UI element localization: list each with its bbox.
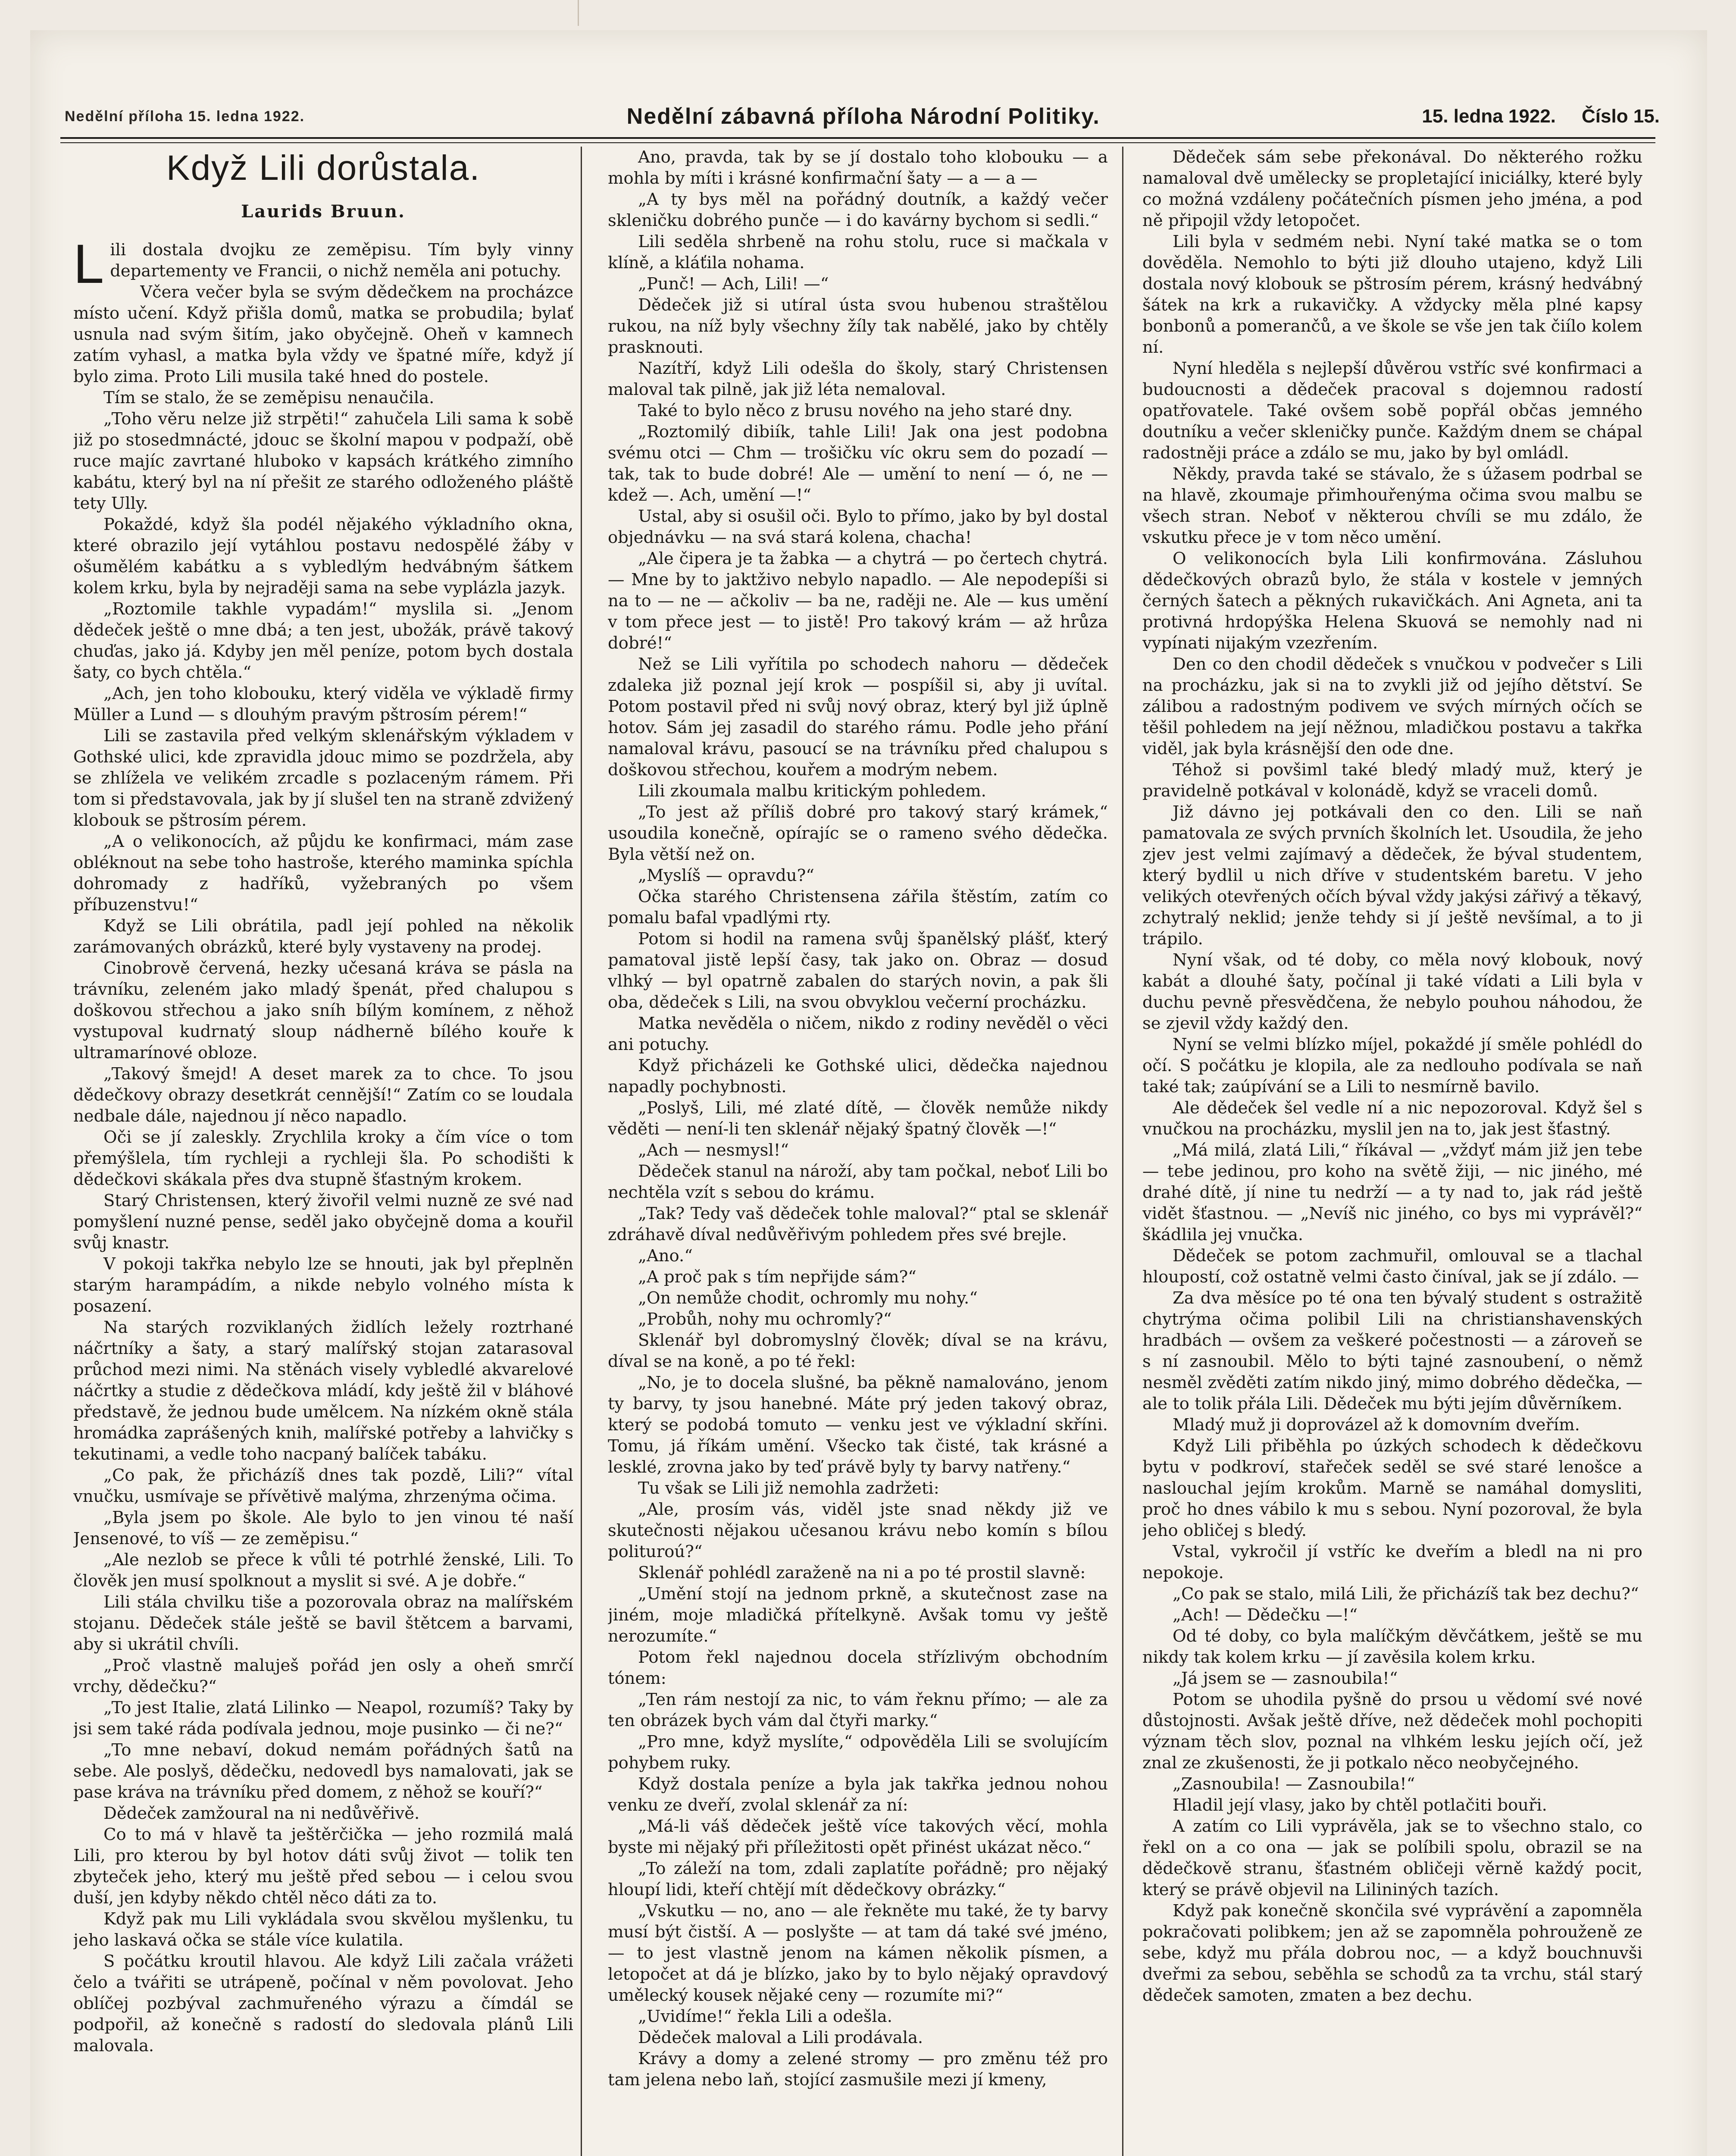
paragraph: Co to má v hlavě ta ještěrčička — jeho rozmilá malá Lili, pro kterou by byl hotov dáti svůj život — tolik ten zbyteček jeho, který mu ještě před sebou — i celou svou duší, jen kdyby někdo chtěl něco dáti za to.: [73, 1825, 573, 1908]
paragraph: „Má milá, zlatá Lili,“ říkával — „vždyť mám již jen tebe — tebe jedinou, pro koho na světě žiji, — nic jiného, mé drahé dítě, jí nine tu nedrží — a ty nad to, jak rád ještě vidět šťastnou. — „Nevíš nic jiného, co bys mi vyprávěl?“ škádlila jej vnučka.: [1142, 1141, 1642, 1244]
paragraph: Někdy, pravda také se stávalo, že s úžasem podrbal se na hlavě, zkoumaje přimhouřenýma očima svou malbu se všech stran. Neboť v některou chvíli se mu zdálo, že vskutku přece je v tom něco umění.: [1142, 464, 1642, 547]
paragraph: „Vskutku — no, ano — ale řekněte mu také, že ty barvy musí být čistší. A — poslyšte — at tam dá také své jméno, — to jest vlastně jenom na kámen několik písmen, a letopočet at dá je blízko, jako by to bylo nějaký opravdový umělecký kousek nějaké ceny — rozumíte mi?“: [608, 1901, 1108, 2005]
supplement-title: Nedělní zábavná příloha Národní Politiky.: [626, 104, 1100, 129]
paragraph: „Má-li váš dědeček ještě více takových věcí, mohla byste mi nějaký při příležitosti opět přinést ukázat něco.“: [608, 1817, 1108, 1857]
paragraph: Včera večer byla se svým dědečkem na procházce místo učení. Když přišla domů, matka se probudila; bylať usnula nad svým šitím, jako obyčejně. Oheň v kamnech zatím vyhasl, a matka byla vždy ve špatné míře, když jí bylo zima. Proto Lili musila také hned do postele.: [73, 282, 573, 386]
paragraph: „Uvidíme!“ řekla Lili a odešla.: [638, 2007, 892, 2026]
paragraph: Nazítří, když Lili odešla do školy, starý Christensen maloval tak pilně, jak již léta nemaloval.: [608, 359, 1108, 399]
paragraph: Dědeček maloval a Lili prodávala.: [638, 2028, 923, 2047]
paragraph: „To mne nebaví, dokud nemám pořádných šatů na sebe. Ale poslyš, dědečku, nedovedl bys namalovati, jak se pase kráva na trávníku před domem, z něhož se kouří?“: [73, 1740, 573, 1802]
paragraph: Když pak mu Lili vykládala svou skvělou myšlenku, tu jeho laskavá očka se stále více kulatila.: [73, 1909, 573, 1950]
paragraph: „A o velikonocích, až půjdu ke konfirmaci, mám zase obléknout na sebe toho hastroše, kterého maminka spíchla dohromady z hadříků, vyžebraných po všem příbuzenstvu!“: [73, 832, 573, 915]
paragraph: Dědeček se potom zachmuřil, omlouval se a tlachal hloupostí, což ostatně velmi často činíval, jak se jí zdálo. —: [1142, 1246, 1642, 1287]
paragraph: „No, je to docela slušné, ba pěkně namalováno, jenom ty barvy, ty jsou hanebné. Máte prý jeden takový obraz, který se podobá tomuto — venku jest ve výkladní skříni. Tomu, já říkám umění. Všecko tak čisté, tak krásné a lesklé, zrovna jako by teď právě byly ty barvy natřeny.“: [608, 1373, 1108, 1477]
paragraph: Tu však se Lili již nemohla zadržeti:: [638, 1479, 939, 1498]
header-left: Nedělní příloha 15. ledna 1922.: [65, 108, 305, 125]
paragraph: Matka nevěděla o ničem, nikdo z rodiny nevěděl o věci ani potuchy.: [608, 1014, 1108, 1054]
paragraph: „Co pak se stalo, milá Lili, že přicházíš tak bez dechu?“: [1173, 1584, 1639, 1604]
paragraph: Také to bylo něco z brusu nového na jeho staré dny.: [638, 401, 1073, 420]
paragraph: „Tak? Tedy vaš dědeček tohle maloval?“ ptal se sklenář zdráhavě díval nedůvěřivým pohledem přes své brejle.: [608, 1204, 1108, 1244]
paragraph: Ano, pravda, tak by se jí dostalo toho klobouku — a mohla by míti i krásné konfirmační šaty — a — a —: [608, 147, 1108, 188]
paragraph: „Roztomilý dibiík, tahle Lili! Jak ona jest podobna svému otci — Chm — trošičku víc okru sem do pozadí — tak, tak to bude dobré! Ale — umění to není — ó, ne — kdež —. Ach, umění —!“: [608, 422, 1108, 505]
paragraph: „On nemůže chodit, ochromly mu nohy.“: [638, 1288, 978, 1308]
article-author: Laurids Bruun.: [241, 201, 406, 222]
paragraph: „Probůh, nohy mu ochromly?“: [638, 1310, 892, 1329]
paragraph: Nyní hleděla s nejlepší důvěrou vstříc své konfirmaci a budoucnosti a dědeček pracoval s dojemnou radostí opatřovatele. Také ovšem sobě popřál občas jemného doutníku a večer skleničky punče. Každým dnem se chápal radostněji práce a zdálo se mu, jako by byl omládl.: [1142, 359, 1642, 463]
paragraph: „A ty bys měl na pořádný doutník, a každý večer skleničku dobrého punče — i do kavárny bychom si sedli.“: [608, 190, 1108, 230]
paragraph: „Ten rám nestojí za nic, to vám řeknu přímo; — ale za ten obrázek bych vám dal čtyři marky.“: [608, 1690, 1108, 1730]
paragraph: Oči se jí zaleskly. Zrychlila kroky a čím více o tom přemýšlela, tím rychleji a rychleji šla. Po schodišti k dědečkovi skákala přes dva stupně šťastným krokem.: [73, 1128, 573, 1189]
paragraph: „Ale čipera je ta žabka — a chytrá — po čertech chytrá. — Mne by to jaktživo nebylo napadlo. — Ale nepodepíši si na to — ne — ačkoliv — ba ne, raději ne. Ale — kus umění v tom přece jest — to jistě! Pro takový krám — až hrůza dobré!“: [608, 549, 1108, 653]
paragraph: „To jest Italie, zlatá Lilinko — Neapol, rozumíš? Taky by jsi sem také ráda podívala jednou, moje pusinko — či ne?“: [73, 1698, 573, 1739]
paragraph: Lili seděla shrbeně na rohu stolu, ruce si mačkala v klíně, a kláťila nohama.: [608, 232, 1108, 273]
paragraph: Od té doby, co byla malíčkým děvčátkem, ještě se mu nikdy tak kolem krku — jí zavěsila kolem krku.: [1142, 1626, 1642, 1667]
paragraph: Hladil její vlasy, jako by chtěl potlačiti bouři.: [1173, 1796, 1547, 1815]
paragraph: Když se Lili obrátila, padl její pohled na několik zarámovaných obrázků, které byly vystaveny na prodej.: [73, 916, 573, 957]
paragraph: „Co pak, že přicházíš dnes tak pozdě, Lili?“ vítal vnučku, usmívaje se přívětivě malýma, zhrzenýma očima.: [73, 1466, 573, 1506]
paragraph: „Já jsem se — zasnoubila!“: [1173, 1669, 1398, 1688]
paragraph: „Roztomile takhle vypadám!“ myslila si. „Jenom dědeček ještě o mne dbá; a ten jest, ubožák, právě takový chuďas, jako já. Kdyby jen měl peníze, potom bych dostala šaty, co bych chtěla.“: [73, 599, 573, 682]
paragraph: Cinobrově červená, hezky učesaná kráva se pásla na trávníku, zeleném jako mladý špenát, před chalupou s doškovou střechou a jako sníh bílým komínem, z něhož vystupoval kudrnatý sloup nádherně bílého kouře k ultramarínové obloze.: [73, 959, 573, 1062]
paragraph: „Zasnoubila! — Zasnoubila!“: [1173, 1774, 1415, 1794]
paragraph: Na starých rozviklaných židlích ležely roztrhané náčrtníky a šaty, a starý malířský stojan zatarasoval průchod mezi nimi. Na stěnách visely vybledlé akvarelové náčrtky a studie z dědečkova mládí, kdy ještě žil v bláhové představě, že jednou bude umělcem. Na nízkém okně stála hromádka zaprášených knih, malířské potřeby a lahvičky s tekutinami, a vedle toho nacpaný balíček tabáku.: [73, 1318, 573, 1464]
paragraph: Nyní se velmi blízko míjel, pokaždé jí směle pohlédl do očí. S počátku je klopila, ale za nedlouho podívala se naň také tak; zaúpívání se a Lili to nesmírně bavilo.: [1142, 1035, 1642, 1097]
paragraph: „Poslyš, Lili, mé zlaté dítě, — člověk nemůže nikdy věděti — není-li ten sklenář nějaký špatný člověk —!“: [608, 1098, 1108, 1139]
paragraph: Dědeček sám sebe překonával. Do některého rožku namaloval dvě umělecky se propletající iniciálky, které byly co možná vzdáleny počátečních písmen jeho jména, a pod ně připojil vždy letopočet.: [1142, 147, 1642, 230]
paragraph: „Ach, jen toho klobouku, který viděla ve výkladě firmy Müller a Lund — s dlouhým pravým pštrosím pérem!“: [73, 684, 573, 724]
paragraph: Lili dostala dvojku ze zeměpisu. Tím byly vinny departementy ve Francii, o nichž neměla ani potuchy.: [73, 233, 573, 295]
paragraph: Nyní však, od té doby, co měla nový klobouk, nový kabát a dlouhé šaty, počínal ji také vídati a Lili byla v duchu pevně přesvědčena, že nebylo pouhou náhodou, že se zjevil vždy každý den.: [1142, 950, 1642, 1033]
paragraph: Vstal, vykročil jí vstříc ke dveřím a bledl na ni pro nepokoje.: [1142, 1542, 1642, 1583]
article-columns: [73, 147, 1642, 2156]
paragraph: Sklenář byl dobromyslný člověk; díval se na krávu, díval se na koně, a po té řekl:: [608, 1331, 1108, 1371]
paragraph: Lili se zastavila před velkým sklenářským výkladem v Gothské ulici, kde zpravidla jdouc mimo se pozdržela, aby se zhlížela ve velikém zrcadle s pozlaceným rámem. Při tom si představovala, jak by jí slušel ten na straně zdvižený klobouk se pštrosím pérem.: [73, 726, 573, 830]
paragraph: Potom řekl najednou docela střízlivým obchodním tónem:: [608, 1648, 1108, 1688]
paragraph: V pokoji takřka nebylo lze se hnouti, jak byl přeplněn starým harampádím, a nikde nebylo volného místa k posazení.: [73, 1254, 573, 1316]
paragraph: Lili stála chvilku tiše a pozorovala obraz na malířském stojanu. Dědeček stále ještě se bavil štětcem a barvami, aby si ukrátil chvíli.: [73, 1592, 573, 1654]
issue-number: Číslo 15.: [1582, 106, 1660, 127]
paragraph: „Ale, prosím vás, viděl jste snad někdy již ve skutečnosti nějakou učesanou krávu nebo komín s bílou polituroú?“: [608, 1500, 1108, 1561]
article-title: Když Lili dorůstala.: [166, 148, 481, 188]
paragraph: Lili zkoumala malbu kritickým pohledem.: [638, 781, 986, 801]
paragraph: Téhož si povšiml také bledý mladý muž, který je pravidelně potkával v kolonádě, když se vraceli domů.: [1142, 760, 1642, 801]
paragraph: „Myslíš — opravdu?“: [638, 866, 814, 885]
paragraph: „Byla jsem po škole. Ale bylo to jen vinou té naší Jensenové, to víš — ze zeměpisu.“: [73, 1508, 573, 1548]
paragraph: Potom se uhodila pyšně do prsou u vědomí své nové důstojnosti. Avšak ještě dříve, než dědeček mohl pochopiti význam těch slov, poznal na vlhkém lesku jejích očí, jež znal ze zkušenosti, že ji potkalo něco neobyčejného.: [1142, 1690, 1642, 1773]
paragraph: „Takový šmejd! A deset marek za to chce. To jsou dědečkovy obrazy desetkrát cennější!“ Zatím co se loudala nedbale dále, najednou jí něco napadlo.: [73, 1064, 573, 1126]
paragraph: „Ach! — Dědečku —!“: [1173, 1605, 1358, 1625]
paragraph: „Ach — nesmysl!“: [638, 1141, 789, 1160]
paragraph: „Proč vlastně maluješ pořád jen osly a oheň smrčí vrchy, dědečku?“: [73, 1656, 573, 1696]
paragraph: „Ale nezlob se přece k vůli té potrhlé ženské, Lili. To člověk jen musí spolknout a myslit si své. A je dobře.“: [73, 1550, 573, 1591]
paragraph: Když Lili přiběhla po úzkých schodech k dědečkovu bytu v podkroví, stařeček seděl se své staré lenošce a naslouchal jejím krokům. Marně se namáhal domysliti, proč ho dnes vábilo k mu s sebou. Nyní pozoroval, že byla jeho obličej s bledý.: [1142, 1436, 1642, 1540]
paragraph: „Umění stojí na jednom prkně, a skutečnost zase na jiném, moje mladičká přítelkyně. Avšak tomu vy ještě nerozumíte.“: [608, 1584, 1108, 1646]
paragraph: Když přicházeli ke Gothské ulici, dědečka najednou napadly pochybnosti.: [608, 1056, 1108, 1097]
header-rule: [60, 137, 1655, 143]
paragraph: Za dva měsíce po té ona ten bývalý student s ostražitě chytrýma očima polibil Lili na christianshavenských hradbách — ovšem za veškeré počestnosti — a zároveň se s ní zasnoubil. Mělo to býti tajné zasnoubení, o němž nesměl zvěděti zatím nikdo jiný, mimo dobrého dědečka, — ale to tolik přála Lili. Dědeček mu býti jejím důvěrníkem.: [1142, 1288, 1642, 1413]
column-1: [73, 147, 573, 2156]
paragraph: Když pak konečně skončila své vyprávění a zapomněla pokračovati polibkem; jen až se zapomněla pohrouženě ze sebe, když mu přála dobrou noc, — a když bouchnuvši dveřmi za sebou, seběhla se schodů za ta vrchu, stál starý dědeček samoten, zmaten a bez dechu.: [1142, 1901, 1642, 2005]
paragraph: Pokaždé, když šla podél nějakého výkladního okna, které obrazilo její vytáhlou postavu nedospělé žáby v ošumělém kabátku a s vybledlým hedvábným šátkem kolem krku, byla by nejraději sama na sebe vyplázla jazyk.: [73, 515, 573, 598]
paragraph: Již dávno jej potkávali den co den. Lili se naň pamatovala ze svých prvních školních let. Usoudila, že jeho zjev jest velmi zajímavý a dědeček, že býval studentem, který bydlil u nich dříve v studentském baretu. V jeho velikých otevřených očích býval vždy jakýsi zářivý a těkavý, zchytralý neklid; jenže tehdy si jí ještě nevšímal, a to ji trápilo.: [1142, 802, 1642, 949]
paragraph: „Toho věru nelze již strpěti!“ zahučela Lili sama k sobě již po stosedmnácté, jdouc se školní mapou v podpaží, obě ruce majíc zavrtané hluboko v kapsách krátkého zimního kabátu, který byl na ní přešit ze starého odloženého pláště tety Ully.: [73, 409, 573, 513]
paragraph: Potom si hodil na ramena svůj španělský plášť, který pamatoval jistě lepší časy, tak jako on. Obraz — dosud vlhký — byl opatrně zabalen do starých novin, a pak šli oba, dědeček s Lili, na svou obvyklou večerní procházku.: [608, 929, 1108, 1012]
header-right: [1422, 106, 1660, 127]
paragraph: Než se Lili vyřítila po schodech nahoru — dědeček zdaleka již poznal její krok — pospíšil si, aby ji uvítal. Potom postavil před ni svůj nový obraz, který byl již úplně hotov. Sám jej zasadil do starého rámu. Podle jeho přání namaloval krávu, pasoucí se na trávníku před chalupou s doškovou střechou, kouřem a modrým nebem.: [608, 655, 1108, 780]
paragraph: Lili byla v sedmém nebi. Nyní také matka se o tom dověděla. Nemohlo to býti již dlouho utajeno, když Lili dostala nový klobouk se pštrosím pérem, krásný hedvábný šátek na krk a rukavičky. A vždycky měla plné kapsy bonbonů a pomerančů, a ve škole se vše jen tak čiílo kolem ní.: [1142, 232, 1642, 357]
paragraph: Krávy a domy a zelené stromy — pro změnu též pro tam jelena nebo laň, stojící zasmušile mezi jí kmeny,: [608, 2049, 1108, 2090]
paragraph: Ale dědeček šel vedle ní a nic nepozoroval. Když šel s vnučkou na procházku, myslil jen na to, jak jest šťastný.: [1142, 1098, 1642, 1139]
paragraph: Ustal, aby si osušil oči. Bylo to přímo, jako by byl dostal objednávku — na svá stará kolena, chacha!: [608, 507, 1108, 547]
paragraph: A zatím co Lili vyprávěla, jak se to všechno stalo, co řekl on a co ona — jak se políbili spolu, obrazil se na dědečkově stranu, šťastném obličeji věrně každý pocit, který se právě objevil na Lilininých tazích.: [1142, 1817, 1642, 1899]
paragraph: „A proč pak s tím nepřijde sám?“: [638, 1267, 916, 1287]
issue-date: 15. ledna 1922.: [1422, 106, 1556, 127]
column-3: [1142, 147, 1642, 2156]
paragraph: Starý Christensen, který živořil velmi nuzně ze své nad pomyšlení nuzné pense, seděl jako obyčejně doma a kouřil svůj knastr.: [73, 1191, 573, 1253]
paragraph: Mladý muž ji doprovázel až k domovním dveřím.: [1173, 1415, 1580, 1435]
paragraph: „Pro mne, když myslíte,“ odpověděla Lili se svolujícím pohybem ruky.: [608, 1732, 1108, 1773]
paragraph: „Ano.“: [638, 1246, 693, 1266]
paragraph: O velikonocích byla Lili konfirmována. Zásluhou dědečkových obrazů bylo, že stála v kostele v jemných černých šatech a pěkných rukavičkách. Ani Agneta, ani ta protivná hrdopýška Helena Skuová se nemohly nad ni vypínati nijakým vzezřením.: [1142, 549, 1642, 653]
column-2: [608, 147, 1108, 2156]
paragraph: S počátku kroutil hlavou. Ale když Lili začala vrážeti čelo a tvářiti se utrápeně, počínal v něm povolovat. Jeho oblíčej pozbýval zachmuřeného výrazu a čímdál se podpořil, až konečně s radostí do sledovala plánů Lili malovala.: [73, 1952, 573, 2056]
paragraph: Den co den chodil dědeček s vnučkou v podvečer s Lili na procházku, jak si na to zvykli již od jejího dětství. Se zálibou a radostným podivem ve svých mírných očích se těšil pohledem na její něžnou, mladičkou postavu a takřka viděl, jak byla krásnější den ode dne.: [1142, 655, 1642, 758]
paragraph: Když dostala peníze a byla jak takřka jednou nohou venku ze dveří, zvolal sklenář za ní:: [608, 1774, 1108, 1815]
paragraph: Dědeček zamžoural na ni nedůvěřivě.: [103, 1804, 420, 1823]
paragraph: „Punč! — Ach, Lili! —“: [638, 274, 829, 294]
paragraph: Dědeček již si utíral ústa svou hubenou straštělou rukou, na níž byly všechny žíly tak nabělé, jako by chtěly prasknouti.: [608, 295, 1108, 357]
paragraph: „To jest až příliš dobré pro takový starý krámek,“ usoudila konečně, opírajíc se o rameno svého dědečka. Byla větší než on.: [608, 802, 1108, 864]
paragraph: „To záleží na tom, zdali zaplatíte pořádně; pro nějaký hloupí lidi, kteří chtějí mít dědečkovy obrázky.“: [608, 1859, 1108, 1899]
paragraph: Tím se stalo, že se zeměpisu nenaučila.: [103, 388, 435, 407]
fold-mark: [578, 0, 579, 26]
page-header: [65, 101, 1660, 132]
paragraph: Dědeček stanul na nároží, aby tam počkal, neboť Lili bo nechtěla vzít s sebou do krámu.: [608, 1162, 1108, 1202]
paragraph: Očka starého Christensena zářila štěstím, zatím co pomalu bafal vpadlými rty.: [608, 887, 1108, 928]
paragraph: Sklenář pohlédl zaraženě na ni a po té prostil slavně:: [638, 1563, 1086, 1583]
